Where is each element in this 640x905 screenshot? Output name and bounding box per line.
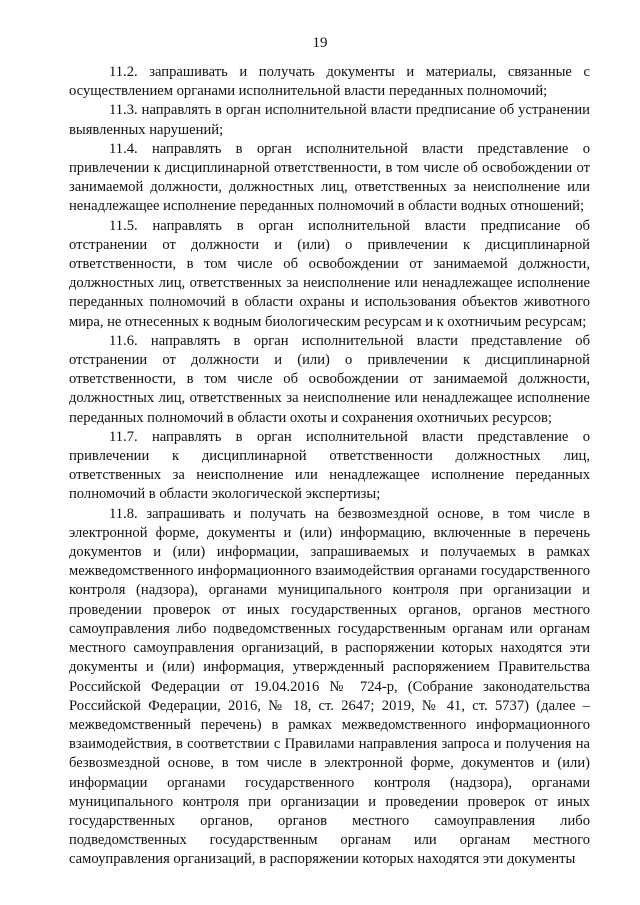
paragraph-11-8: 11.8. запрашивать и получать на безвозмездной основе, в том числе в электронной форме, документы и (или) информацию, включенные в перечень документов и (или) информации, запрашиваемых и получаемых в рамках межведомственного информационного взаимодействия органами государственного контроля (надзора), органами муниципального контроля при организации и проведении проверок от иных государственных органов, органов местного самоуправления либо подведомственных государственным органам или органам местного самоуправления организаций, в распоряжении которых находятся эти документы и (или) информация, утвержденный распоряжением Правительства Российской Федерации от 19.04.2016 № 724-р, (Собрание законодательства Российской Федерации, 2016, № 18, ст. 2647; 2019, № 41, ст. 5737) (далее – межведомственный перечень) в рамках межведомственного информационного взаимодействия, в соответствии с Правилами направления запроса и получения на безвозмездной основе, в том числе в электронной форме, документов и (или) информации органами государственного контроля (надзора), органами муниципального контроля при организации и проведении проверок от иных государственных органов, органов местного самоуправления либо подведомственных государственным органам или органам местного самоуправления организаций, в распоряжении которых находятся эти документы [69,505,590,868]
paragraph-11-6: 11.6. направлять в орган исполнительной власти представление об отстранении от должности и (или) о привлечении к дисциплинарной ответственности, в том числе об освобождении от занимаемой должности, должностных лиц, ответственных за неисполнение или ненадлежащее исполнение переданных полномочий в области охоты и сохранения охотничьих ресурсов; [69,332,590,426]
paragraph-11-7: 11.7. направлять в орган исполнительной власти представление о привлечении к дисциплинарной ответственности должностных лиц, ответственных за неисполнение или ненадлежащее исполнение переданных полномочий в области экологической экспертизы; [69,428,590,503]
paragraph-11-2: 11.2. запрашивать и получать документы и материалы, связанные с осуществлением органами исполнительной власти переданных полномочий; [69,64,590,100]
paragraph-11-4: 11.4. направлять в орган исполнительной власти представление о привлечении к дисциплинарной ответственности, в том числе об освобождении от занимаемой должности, должностных лиц, ответственных за неисполнение или ненадлежащее исполнение переданных полномочий в области водных отношений; [69,140,590,215]
paragraph-11-3: 11.3. направлять в орган исполнительной власти предписание об устранении выявленных нарушений; [69,102,590,138]
page-number: 19 [312,35,328,51]
document-body [69,63,590,870]
paragraph-11-5: 11.5. направлять в орган исполнительной власти предписание об отстранении от должности и (или) о привлечении к дисциплинарной ответственности, в том числе об освобождении от занимаемой должности, должностных лиц, ответственных за неисполнение или ненадлежащее исполнение переданных полномочий в области охраны и использования объектов животного мира, не отнесенных к водным биологическим ресурсам и к охотничьим ресурсам; [69,217,590,330]
